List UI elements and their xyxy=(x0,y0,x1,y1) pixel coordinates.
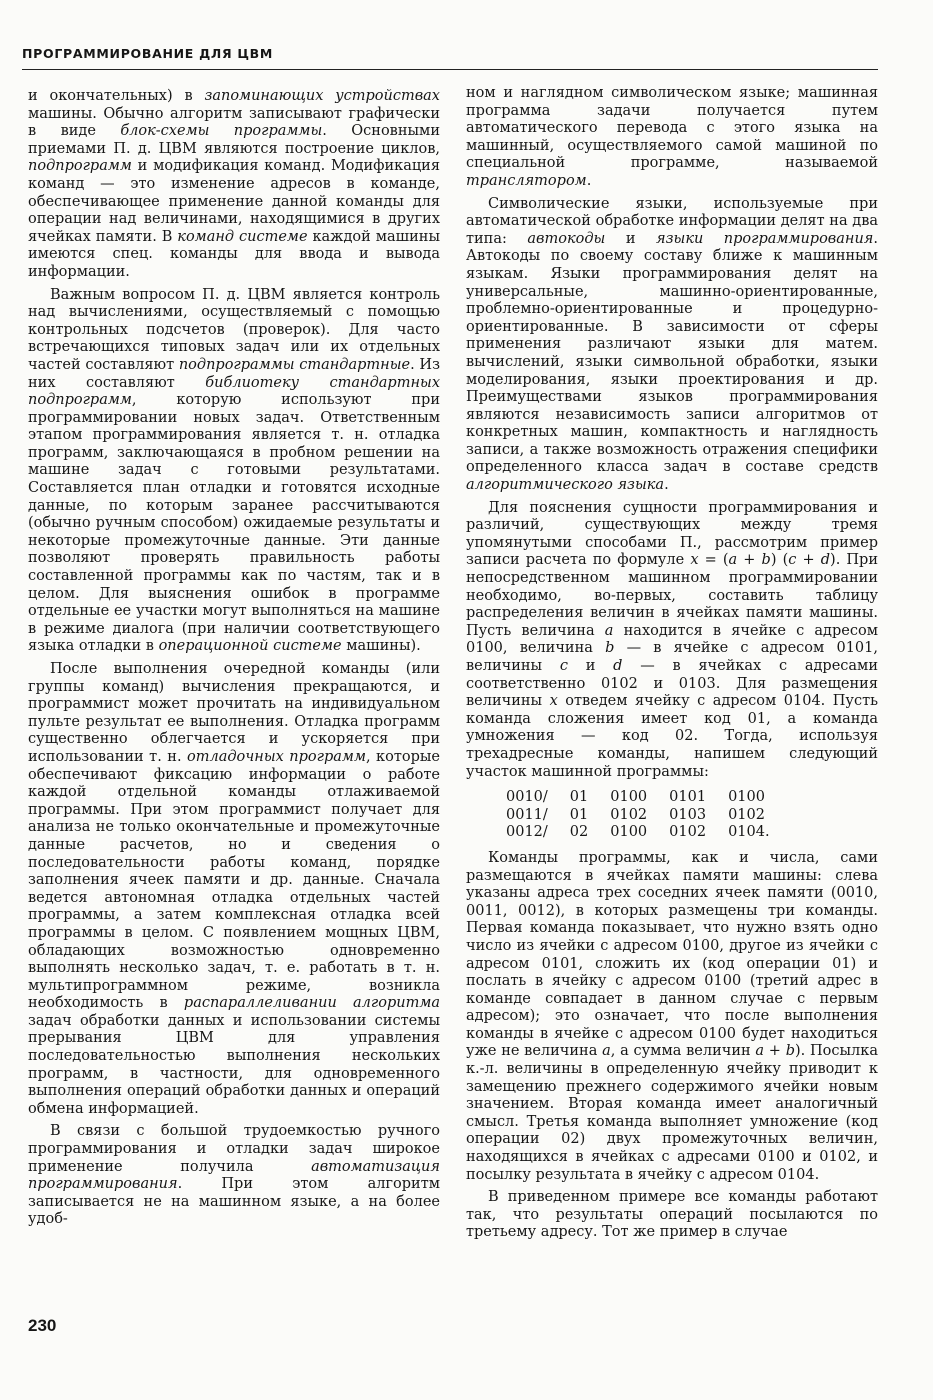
text-run: = ( xyxy=(698,552,729,569)
table-row xyxy=(506,807,792,825)
text-run: ). При непосредственном машинном программировании необходимо, во-первых, составить таблицу распределения величин в ячейках памяти машины. Пусть величина xyxy=(466,552,878,639)
italic-term: a xyxy=(602,1043,611,1060)
text-run: ) ( xyxy=(770,552,789,569)
table-cell: 0100 xyxy=(610,824,648,841)
text-run: . xyxy=(664,477,669,494)
paragraph xyxy=(466,196,878,495)
machine-program-table xyxy=(506,789,792,842)
italic-term: a xyxy=(728,552,738,569)
table-cell: 01 xyxy=(569,806,589,823)
table-cell: 01 xyxy=(569,789,589,806)
text-run: . Из них составляют xyxy=(28,356,440,391)
paragraph xyxy=(28,661,440,1118)
text-run: машины). xyxy=(341,638,421,655)
table-cell: 0100 xyxy=(728,789,765,806)
table-cell: 0012/ xyxy=(506,824,548,841)
table-cell: 0010/ xyxy=(506,789,548,806)
text-run: — в ячейке с адресом 0101, величины xyxy=(466,640,878,674)
text-run: + xyxy=(764,1043,786,1060)
italic-term: x xyxy=(549,693,558,710)
italic-term: x xyxy=(690,552,699,569)
italic-term: операционной системе xyxy=(158,638,342,655)
italic-term: команд системе xyxy=(177,228,308,245)
text-run: и xyxy=(605,230,656,247)
table-cell: 02 xyxy=(569,824,589,841)
text-run: ном и наглядном символическом языке; машинная программа задачи получается путем автоматического перевода с этого языка на машинный, осуществляемого самой машиной по специальной программе, называемой xyxy=(466,85,878,172)
italic-term: запоминающих устройствах xyxy=(204,88,440,104)
right-column-upper-text xyxy=(466,85,878,781)
text-run: После выполнения очередной команды (или группы команд) вычисления прекращаются, и программист может прочитать на индивидуальном пульте результат ее выполнения. Отладка программ существенно облегчается и ускоряется при использовании т. н. xyxy=(28,661,440,765)
text-run: , которую используют при программировании новых задач. Ответственным этапом программирования является т. н. отладка программ, заключающаяся в пробном решении на машине задач с готовыми результатами. Составляется план отладки и готовятся исходные данные, по которым заранее рассчитываются (обычно ручным способом) ожидаемые результаты и некоторые промежуточные данные. Эти данные позволяют проверять правильность работы составленной программы как по частям, так и в целом. Для выяснения ошибок в программе отдельные ее участки могут выполняться на машине в режиме диалога (при наличии соответствующего языка отладки в xyxy=(28,392,440,655)
italic-term: d xyxy=(820,552,831,569)
italic-term: b xyxy=(785,1043,795,1060)
paragraph xyxy=(28,88,440,282)
text-run: . Автокоды по своему составу ближе к машинным языкам. Языки программирования делят на универсальные, машинно-ориентированные, проблемно-ориентированные и процедурно-ориентированные. В зависимости от сферы применения различают языки для матем. вычислений, языки символьной обработки, языки моделирования, языки проектирования и др. Преимуществами языков программирования являются независимость записи алгоритмов от конкретных машин, компактность и наглядность записи, а также возможность отражения специфики определенного класса задач в составе средств xyxy=(466,230,878,476)
text-run: + xyxy=(737,552,762,569)
italic-term: a xyxy=(755,1043,765,1060)
header-rule xyxy=(22,69,878,70)
text-run: — в ячейках с адресами соответственно 0102 и 0103. Для размещения величины xyxy=(466,658,878,710)
text-run: ). Посылка к.-л. величины в определенную ячейку приводит к замещению прежнего содержимого ячейки новым значением. Вторая команда имеет аналогичный смысл. Третья команда выполняет умножение (код операции 02) двух промежуточных величин, находящихся в ячейках с адресами 0100 и 0102, и посылку результата в ячейку с адресом 0104. xyxy=(466,1043,878,1183)
text-run: находится в ячейке с адресом 0100, величина xyxy=(466,622,878,657)
table-cell: 0102 xyxy=(669,824,707,841)
italic-term: b xyxy=(605,640,615,657)
text-run: , которые обеспечивают фиксацию информации о работе каждой отдельной команды отлаживаемой программы. При этом программист получает для анализа не только окончательные и промежуточные данные расчетов, но и сведения о последовательности работы команд, порядке заполнения ячеек памяти и др. данные. Сначала ведется автономная отладка отдельных частей программы, а затем комплексная отладка всей программы в целом. С появлением мощных ЦВМ, обладающих возможностью одновременно выполнять несколько задач, т. е. работать в т. н. мультипрограммном режиме, возникла необходимость в xyxy=(28,748,440,1012)
table-cell: 0104. xyxy=(728,824,770,841)
italic-term: подпрограмм xyxy=(28,158,132,175)
text-run: Команды программы, как и числа, сами размещаются в ячейках памяти машины: слева указаны адреса трех соседних ячеек памяти (0010, 0011, 0012), в которых размещены три команды. Первая команда показывает, что нужно взять одно число из ячейки с адресом 0100, другое из ячейки с адресом 0101, сложить их (код операции 01) и послать в ячейку с адресом 0100 (третий адрес в команде совпадает в данном случае с первым адресом); это означает, что после выполнения команды в ячейке с адресом 0100 будет находиться уже не величина xyxy=(466,849,878,1060)
text-run: каждой машины имеются спец. команды для ввода и вывода информации. xyxy=(28,228,440,280)
machine-program-rows xyxy=(506,789,792,842)
text-run: задач обработки данных и использовании системы прерывания ЦВМ для управления последовательностью выполнения нескольких программ, в частности, для одновременного выполнения операций обработки данных и операций обмена информацией. xyxy=(28,1012,440,1117)
table-row xyxy=(506,824,792,842)
table-cell: 0100 xyxy=(610,789,648,806)
italic-term: автокоды xyxy=(527,230,606,247)
text-run: , а сумма величин xyxy=(610,1043,756,1060)
italic-term: алгоритмического языка xyxy=(466,477,665,494)
right-column xyxy=(466,85,878,1242)
text-run: и окончательных) в xyxy=(28,88,205,104)
table-cell: 0101 xyxy=(669,789,707,806)
table-cell: 0102 xyxy=(728,806,765,823)
paragraph xyxy=(466,1189,878,1242)
text-run: + xyxy=(796,552,821,569)
italic-term: b xyxy=(761,552,771,569)
text-run: В приведенном примере все команды работают так, что результаты операций посылаются по третьему адресу. Тот же пример в случае xyxy=(466,1189,878,1241)
italic-term: d xyxy=(613,658,623,674)
paragraph xyxy=(466,850,878,1184)
text-run: . При этом алгоритм записывается не на машинном языке, а на более удоб- xyxy=(28,1176,440,1228)
text-run: и модификация команд. Модификация команд — это изменение адресов в команде, обеспечивающее применение данной команды для операции над величинами, находящимися в других ячейках памяти. В xyxy=(28,158,440,245)
text-run: Символические языки, используемые при автоматической обработке информации делят на два типа: xyxy=(466,195,878,247)
paragraph xyxy=(28,287,440,656)
text-run: отведем ячейку с адресом 0104. Пусть команда сложения имеет код 01, а команда умножения — код 02. Тогда, используя трехадресные команды, напишем следующий участок машинной программы: xyxy=(466,693,879,780)
text-run: и xyxy=(567,658,614,674)
page-number: 230 xyxy=(28,1316,57,1335)
paragraph xyxy=(466,500,878,782)
text-run: Для пояснения сущности программирования и различий, существующих между тремя упомянутыми способами П., рассмотрим пример записи расчета по формуле xyxy=(466,499,878,569)
italic-term: распараллеливании алгоритма xyxy=(183,995,441,1012)
italic-term: подпрограммы стандартные xyxy=(178,356,411,373)
text-run: машины. Обычно алгоритм записывают графически в виде xyxy=(28,105,440,140)
italic-term: транслятором xyxy=(466,172,587,189)
left-column xyxy=(28,88,440,1229)
italic-term: c xyxy=(559,658,568,674)
italic-term: автоматизация программирования xyxy=(28,1158,440,1193)
italic-term: блок-схемы программы xyxy=(120,123,323,140)
italic-term: языки программирования xyxy=(656,230,874,247)
table-cell: 0011/ xyxy=(506,806,548,823)
text-run: В связи с большой трудоемкостью ручного программирования и отладки задач широкое применение получила xyxy=(28,1123,440,1175)
right-column-lower-text xyxy=(466,850,878,1242)
text-run: . xyxy=(586,172,592,189)
italic-term: a xyxy=(604,622,614,639)
italic-term: c xyxy=(788,552,797,569)
paragraph xyxy=(466,85,878,191)
table-cell: 0102 xyxy=(610,806,648,823)
italic-term: библиотеку стандартных подпрограмм xyxy=(28,374,440,409)
text-run: Важным вопросом П. д. ЦВМ является контроль над вычислениями, осуществляемый с помощью контрольных подсчетов (проверок). Для часто встречающихся типовых задач или их отдельных частей составляют xyxy=(28,286,440,373)
paragraph xyxy=(28,1123,440,1229)
table-row xyxy=(506,789,792,807)
text-run: . Основными приемами П. д. ЦВМ являются построение циклов, xyxy=(28,123,440,157)
table-cell: 0103 xyxy=(669,806,707,823)
italic-term: отладочных программ xyxy=(187,748,366,765)
running-header: ПРОГРАММИРОВАНИЕ ДЛЯ ЦВМ xyxy=(22,46,274,61)
